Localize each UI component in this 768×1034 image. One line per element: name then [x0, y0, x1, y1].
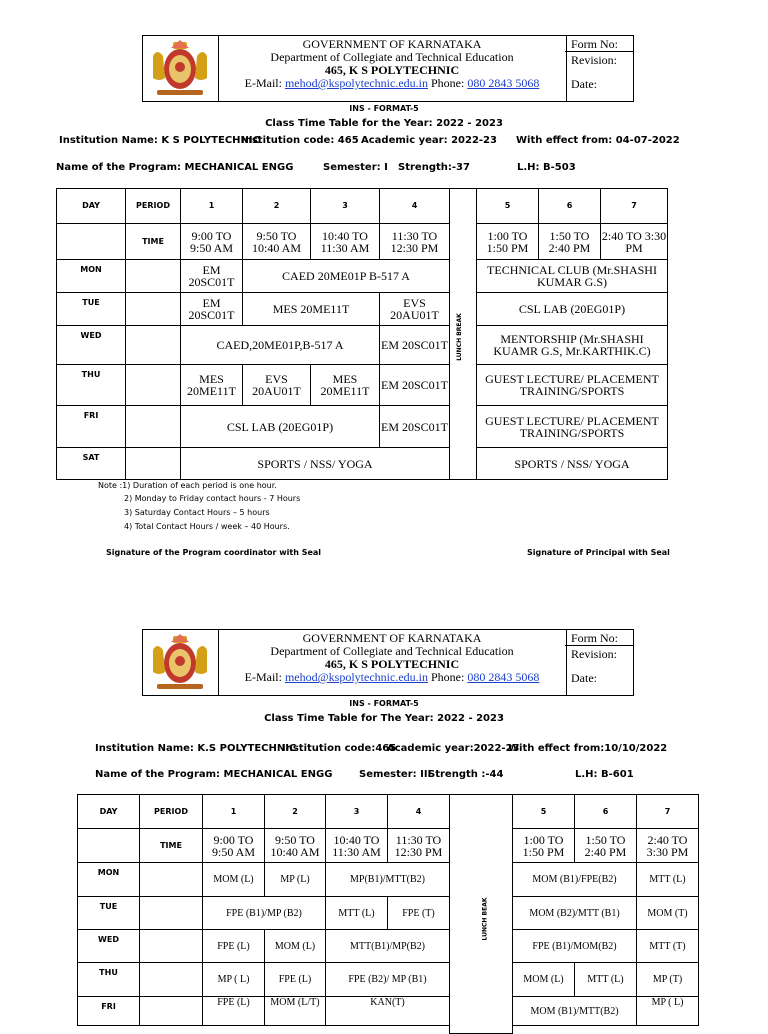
time-slot: 1:00 TO 1:50 PM: [512, 828, 575, 863]
time-slot: 9:00 TO 9:50 AM: [202, 828, 265, 863]
day-tue: TUE: [77, 896, 140, 930]
tue-slot: MES 20ME11T: [242, 292, 380, 326]
time-slot: 10:40 TO 11:30 AM: [310, 223, 380, 260]
tue-slot: EM 20SC01T: [180, 292, 243, 326]
wed-slot: CAED,20ME01P,B-517 A: [180, 325, 380, 365]
fri-slot: MOM (B1)/MTT(B2): [512, 996, 637, 1026]
doc1-strength: Strength:-37: [398, 162, 470, 173]
doc1-title: Class Time Table for the Year: 2022 - 2023: [265, 118, 503, 129]
doc2-strength: Strength :-44: [428, 769, 504, 780]
signature-coordinator: Signature of the Program coordinator with Seal: [106, 548, 322, 557]
karnataka-emblem-logo: [143, 36, 219, 101]
doc2-header: [142, 629, 634, 696]
doc2-academic-year: Academic year:2022-23: [387, 743, 520, 754]
institution-header-text: [218, 36, 567, 101]
day-fri: FRI: [77, 996, 140, 1026]
doc1-program: Name of the Program: MECHANICAL ENGG: [56, 162, 294, 173]
sat-slot: SPORTS / NSS/ YOGA: [180, 447, 450, 480]
lunch-break-column: [449, 794, 513, 1034]
thu-slot: MP (T): [636, 962, 699, 997]
day-thu: THU: [77, 962, 140, 997]
day-header: DAY: [77, 794, 140, 829]
form-info: [565, 630, 633, 695]
note-2: 2) Monday to Friday contact hours - 7 Hours: [124, 494, 301, 503]
time-slot: 10:40 TO 11:30 AM: [325, 828, 388, 863]
email-label: E-Mail:: [244, 670, 285, 684]
wed-slot: MOM (L): [264, 929, 326, 963]
email-link[interactable]: mehod@kspolytechnic.edu.in: [284, 670, 428, 684]
thu-slot: EVS 20AU01T: [242, 364, 311, 406]
note-3: 3) Saturday Contact Hours – 5 hours: [124, 508, 270, 517]
doc1-institution-code: Institution code: 465: [241, 135, 359, 146]
phone-label: Phone:: [428, 76, 468, 90]
doc1-semester: Semester: I: [323, 162, 388, 173]
mon-slot: MP (L): [264, 862, 326, 897]
phone-link[interactable]: 080 2843 5068: [467, 670, 540, 684]
thu-slot: MES 20ME11T: [310, 364, 380, 406]
time-slot: 2:40 TO 3:30 PM: [636, 828, 699, 863]
form-info: [565, 36, 633, 101]
blank-cell: [125, 364, 181, 406]
tue-slot: MOM (B2)/MTT (B1): [512, 896, 637, 930]
lunch-break-label: LUNCH BEAK: [481, 897, 489, 941]
header-contact: [218, 671, 566, 684]
fri-slot: MOM (L/T): [264, 996, 326, 1026]
sat-slot: SPORTS / NSS/ YOGA: [476, 447, 668, 480]
day-mon: MON: [77, 862, 140, 897]
fri-slot: CSL LAB (20EG01P): [180, 405, 380, 448]
karnataka-emblem-logo: [143, 630, 219, 695]
period-1: 1: [202, 794, 265, 829]
period-6: 6: [574, 794, 637, 829]
tue-slot: EVS 20AU01T: [379, 292, 450, 326]
header-govt: GOVERNMENT OF KARNATAKA: [302, 631, 482, 645]
phone-label: Phone:: [428, 670, 468, 684]
tue-slot: MOM (T): [636, 896, 699, 930]
blank-cell: [139, 929, 203, 963]
time-slot: 1:50 TO 2:40 PM: [538, 223, 601, 260]
time-slot: 2:40 TO 3:30 PM: [600, 223, 668, 260]
blank-cell: [125, 292, 181, 326]
fri-slot: EM 20SC01T: [379, 405, 450, 448]
wed-slot: MTT(B1)/MP(B2): [325, 929, 450, 963]
time-day-blank: [56, 223, 126, 260]
mon-slot: EM 20SC01T: [180, 259, 243, 293]
period-header: PERIOD: [139, 794, 203, 829]
time-slot: 1:00 TO 1:50 PM: [476, 223, 539, 260]
blank-cell: [139, 896, 203, 930]
tue-slot: MTT (L): [325, 896, 388, 930]
fri-slot: KAN(T): [325, 996, 450, 1026]
doc1-lh: L.H: B-503: [517, 162, 576, 173]
thu-slot: FPE (L): [264, 962, 326, 997]
thu-slot: FPE (B2)/ MP (B1): [325, 962, 450, 997]
tue-slot: CSL LAB (20EG01P): [476, 292, 668, 326]
lunch-break-label: LUNCH BREAK: [455, 313, 463, 361]
doc2-format: INS - FORMAT-5: [349, 699, 419, 708]
note-4: 4) Total Contact Hours / week – 40 Hours.: [124, 522, 290, 531]
tue-slot: FPE (T): [387, 896, 450, 930]
blank-cell: [125, 325, 181, 365]
thu-slot: MP ( L): [202, 962, 265, 997]
mon-slot: MOM (B1)/FPE(B2): [512, 862, 637, 897]
wed-slot: MTT (T): [636, 929, 699, 963]
time-day-blank: [77, 828, 140, 863]
tue-slot: FPE (B1)/MP (B2): [202, 896, 326, 930]
doc2-lh: L.H: B-601: [575, 769, 634, 780]
day-tue: TUE: [56, 292, 126, 326]
header-dept: Department of Collegiate and Technical Education: [270, 644, 514, 658]
lunch-break-column: [449, 188, 477, 480]
header-govt: GOVERNMENT OF KARNATAKA: [302, 37, 482, 51]
doc1-institution-name: Institution Name: K S POLYTECHNIC: [59, 135, 260, 146]
time-label: TIME: [125, 223, 181, 260]
doc2-institution-code: Institution code:465: [282, 743, 397, 754]
thu-slot: MTT (L): [574, 962, 637, 997]
time-slot: 1:50 TO 2:40 PM: [574, 828, 637, 863]
doc2-semester: Semester: III: [359, 769, 432, 780]
day-thu: THU: [56, 364, 126, 406]
time-label: TIME: [139, 828, 203, 863]
blank-cell: [125, 405, 181, 448]
phone-link[interactable]: 080 2843 5068: [467, 76, 540, 90]
revision: Revision:: [571, 647, 618, 661]
header-college: 465, K S POLYTECHNIC: [324, 657, 460, 671]
period-7: 7: [636, 794, 699, 829]
day-fri: FRI: [56, 405, 126, 448]
day-mon: MON: [56, 259, 126, 293]
period-header: PERIOD: [125, 188, 181, 224]
institution-header-text: [218, 630, 567, 695]
period-3: 3: [310, 188, 380, 224]
header-contact: [218, 77, 566, 90]
fri-slot: FPE (L): [202, 996, 265, 1026]
form-no: Form No:: [565, 36, 633, 52]
day-header: DAY: [56, 188, 126, 224]
wed-slot: FPE (B1)/MOM(B2): [512, 929, 637, 963]
doc1-format: INS - FORMAT-5: [349, 104, 419, 113]
period-3: 3: [325, 794, 388, 829]
doc1-header: [142, 35, 634, 102]
signature-principal: Signature of Principal with Seal: [527, 548, 670, 557]
period-2: 2: [242, 188, 311, 224]
doc1-effect-from: With effect from: 04-07-2022: [516, 135, 680, 146]
date: Date:: [571, 671, 597, 685]
period-6: 6: [538, 188, 601, 224]
doc2-effect-from: With effect from:10/10/2022: [508, 743, 668, 754]
blank-cell: [139, 996, 203, 1026]
wed-slot: FPE (L): [202, 929, 265, 963]
period-4: 4: [379, 188, 450, 224]
doc1-academic-year: Academic year: 2022-23: [361, 135, 497, 146]
time-slot: 9:00 TO 9:50 AM: [180, 223, 243, 260]
thu-slot: GUEST LECTURE/ PLACEMENT TRAINING/SPORTS: [476, 364, 668, 406]
email-label: E-Mail:: [244, 76, 285, 90]
note-1: Note :1) Duration of each period is one hour.: [98, 481, 277, 490]
time-slot: 9:50 TO 10:40 AM: [264, 828, 326, 863]
doc2-institution-name: Institution Name: K.S POLYTECHNIC: [95, 743, 297, 754]
period-7: 7: [600, 188, 668, 224]
period-1: 1: [180, 188, 243, 224]
header-college: 465, K S POLYTECHNIC: [324, 63, 460, 77]
day-sat: SAT: [56, 447, 126, 480]
mon-slot: MOM (L): [202, 862, 265, 897]
emblem-icon: [143, 630, 218, 696]
blank-cell: [139, 962, 203, 997]
time-slot: 11:30 TO 12:30 PM: [379, 223, 450, 260]
revision: Revision:: [571, 53, 618, 67]
emblem-icon: [143, 36, 218, 102]
fri-slot: GUEST LECTURE/ PLACEMENT TRAINING/SPORTS: [476, 405, 668, 448]
form-no: Form No:: [565, 630, 633, 646]
thu-slot: MES 20ME11T: [180, 364, 243, 406]
mon-slot: TECHNICAL CLUB (Mr.SHASHI KUMAR G.S): [476, 259, 668, 293]
wed-slot: EM 20SC01T: [379, 325, 450, 365]
email-link[interactable]: mehod@kspolytechnic.edu.in: [284, 76, 428, 90]
blank-cell: [139, 862, 203, 897]
thu-slot: EM 20SC01T: [379, 364, 450, 406]
mon-slot: MTT (L): [636, 862, 699, 897]
day-wed: WED: [77, 929, 140, 963]
wed-slot: MENTORSHIP (Mr.SHASHI KUAMR G.S, Mr.KARTHIK.C): [476, 325, 668, 365]
period-2: 2: [264, 794, 326, 829]
period-5: 5: [512, 794, 575, 829]
doc2-program: Name of the Program: MECHANICAL ENGG: [95, 769, 333, 780]
time-slot: 9:50 TO 10:40 AM: [242, 223, 311, 260]
date: Date:: [571, 77, 597, 91]
header-dept: Department of Collegiate and Technical Education: [270, 50, 514, 64]
fri-slot: MP ( L): [636, 996, 699, 1026]
time-slot: 11:30 TO 12:30 PM: [387, 828, 450, 863]
period-4: 4: [387, 794, 450, 829]
period-5: 5: [476, 188, 539, 224]
blank-cell: [125, 447, 181, 480]
mon-slot: MP(B1)/MTT(B2): [325, 862, 450, 897]
thu-slot: MOM (L): [512, 962, 575, 997]
doc2-title: Class Time Table for The Year: 2022 - 2023: [264, 713, 504, 724]
day-wed: WED: [56, 325, 126, 365]
blank-cell: [125, 259, 181, 293]
mon-slot: CAED 20ME01P B-517 A: [242, 259, 450, 293]
